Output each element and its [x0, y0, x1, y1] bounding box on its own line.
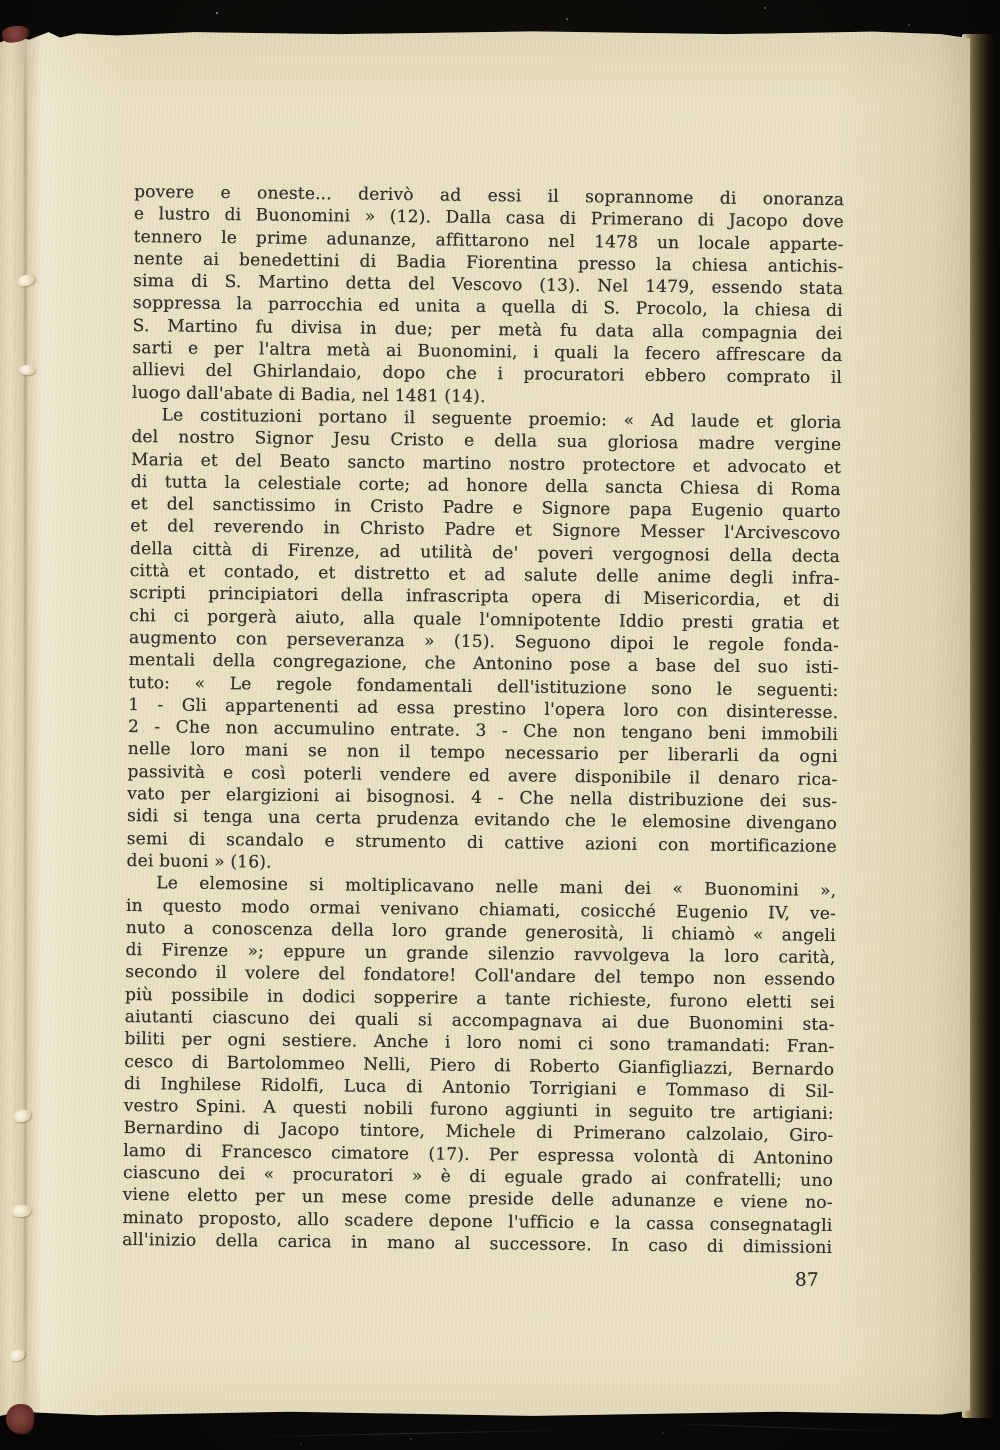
text-line: di Firenze »; eppure un grande silenzio ravvolgeva la loro carità, — [125, 940, 836, 969]
scanner-scratch — [240, 1429, 580, 1437]
text-line: ciascuno dei « procuratori » è di eguale grado ai confratelli; uno — [122, 1163, 834, 1192]
text-line: Le costituzioni portano il seguente proemio: « Ad laude et gloria — [161, 405, 842, 434]
text-line: del nostro Signor Jesu Cristo e della sua gloriosa madre vergine — [131, 427, 842, 456]
text-line: aiutanti ciascuno dei quali si accompagnava ai due Buonomini sta- — [124, 1006, 835, 1035]
text-line: viene eletto per un mese come preside delle adunanze e viene no- — [122, 1185, 833, 1214]
text-line: di tutta la celestiale corte; ad honore della sancta Chiesa di Roma — [130, 471, 841, 500]
binding-stitch — [16, 273, 36, 288]
text-line: sarti e per l'altra metà ai Buonomini, i quali la fecero affrescare da — [132, 338, 843, 367]
text-line: 1 - Gli appartenenti ad essa prestino l'opera loro con disinteresse. — [128, 694, 839, 723]
text-line: chi ci porgerà aiuto, alla quale l'omnipotente Iddio presti gratia et — [129, 605, 840, 634]
text-line: sidi si tenga una certa prudenza evitando che le elemosine divengano — [126, 806, 838, 835]
text-line: sima di S. Martino detta del Vescovo (13). Nel 1479, essendo stata — [133, 271, 844, 300]
text-line: et del reverendo in Christo Padre et Signore Messer l'Arcivescovo — [130, 516, 841, 545]
text-line: biliti per ogni sestiere. Anche i loro nomi ci sono tramandati: Fran- — [124, 1029, 835, 1058]
text-line: Maria et del Beato sancto martino nostro protectore et advocato et — [131, 449, 842, 478]
text-line: dei buoni » (16). — [126, 850, 272, 873]
text-line: 2 - Che non accumulino entrate. 3 - Che non tengano beni immobili — [127, 717, 839, 746]
text-line: passività e così poterli vendere ed avere disponibile il denaro rica- — [127, 761, 838, 790]
text-line: cesco di Bartolommeo Nelli, Piero di Roberto Gianfigliazzi, Bernardo — [124, 1051, 835, 1080]
text-line: secondo il volere del fondatore! Coll'andare del tempo non essendo — [125, 962, 836, 991]
text-line: et del sanctissimo in Cristo Padre e Signore papa Eugenio quarto — [130, 494, 841, 523]
text-line: semi di scandalo e strumento di cattive azioni con mortificazione — [126, 828, 837, 857]
binding-stitch — [18, 364, 35, 376]
text-line: scripti principiatori della infrascripta opera di Misericordia, et di — [129, 583, 840, 612]
text-line: tuto: « Le regole fondamentali dell'istituzione sono le seguenti: — [128, 672, 839, 701]
binding-stitch — [11, 1204, 32, 1217]
text-line: più possibile in dodici sopperire a tante richieste, furono eletti sei — [124, 984, 836, 1013]
binding-stain-bottom — [5, 1403, 36, 1436]
text-line: nelle loro mani se non il tempo necessario per liberarli da ogni — [127, 739, 838, 768]
scanner-scratch — [650, 1422, 910, 1432]
binding-stitch — [12, 1109, 31, 1123]
text-line: città et contado, et distretto et ad salute delle anime degli infra- — [129, 561, 840, 590]
text-line: soppressa la parrocchia ed unita a quella di S. Procolo, la chiesa di — [132, 293, 843, 322]
text-block — [122, 181, 844, 1292]
text-line: Le elemosine si moltiplicavano nelle mani dei « Buonomini », — [156, 873, 837, 902]
text-line: mentali della congregazione, che Antonino pose a base del suo isti- — [128, 650, 839, 679]
text-line: luogo dall'abate di Badia, nel 1481 (14). — [131, 382, 486, 407]
text-line: tennero le prime adunanze, affittarono nel 1478 un locale apparte- — [133, 226, 844, 255]
text-line: della città di Firenze, ad utilità de' poveri vergognosi della decta — [129, 538, 841, 567]
text-line: Bernardino di Jacopo tintore, Michele di Primerano calzolaio, Giro- — [123, 1118, 834, 1147]
text-line: S. Martino fu divisa in due; per metà fu data alla compagnia dei — [132, 315, 843, 344]
paragraph — [122, 872, 836, 1259]
text-line: allievi del Ghirlandaio, dopo che i procuratori ebbero comprato il — [132, 360, 843, 389]
text-line: nuto a conoscenza della loro grande generosità, li chiamò « angeli — [125, 917, 836, 946]
text-line: vato per elargizioni ai bisognosi. 4 - Che nella distribuzione dei sus- — [127, 783, 838, 813]
text-line: in questo modo ormai venivano chiamati, cosicché Eugenio IV, ve- — [125, 895, 837, 924]
paragraph — [132, 181, 844, 412]
text-line: nente ai benedettini di Badia Fiorentina presso la chiesa antichis- — [133, 248, 844, 277]
text-line: povere e oneste... derivò ad essi il soprannome di onoranza — [134, 182, 845, 211]
text-line: lamo di Francesco cimatore (17). Per espressa volontà di Antonino — [123, 1140, 834, 1169]
text-line: vestro Spini. A questi nobili furono aggiunti in seguito tre artigiani: — [123, 1096, 834, 1125]
text-line: all'inizio della carica in mano al successore. In caso di dimissioni — [122, 1229, 833, 1258]
page-number: 87 — [794, 1269, 819, 1292]
text-line: minato proposto, allo scadere depone l'ufficio e la cassa consegnatagli — [122, 1207, 833, 1236]
dust-specks — [0, 0, 2, 2]
paragraph — [126, 404, 841, 880]
text-line: e lustro di Buonomini » (12). Dalla casa di Primerano di Jacopo dove — [133, 204, 844, 233]
text-line: augmento con perseveranza » (15). Seguono dipoi le regole fonda- — [128, 627, 840, 656]
text-line: di Inghilese Ridolfi, Luca di Antonio Torrigiani e Tommaso di Sil- — [123, 1073, 835, 1102]
